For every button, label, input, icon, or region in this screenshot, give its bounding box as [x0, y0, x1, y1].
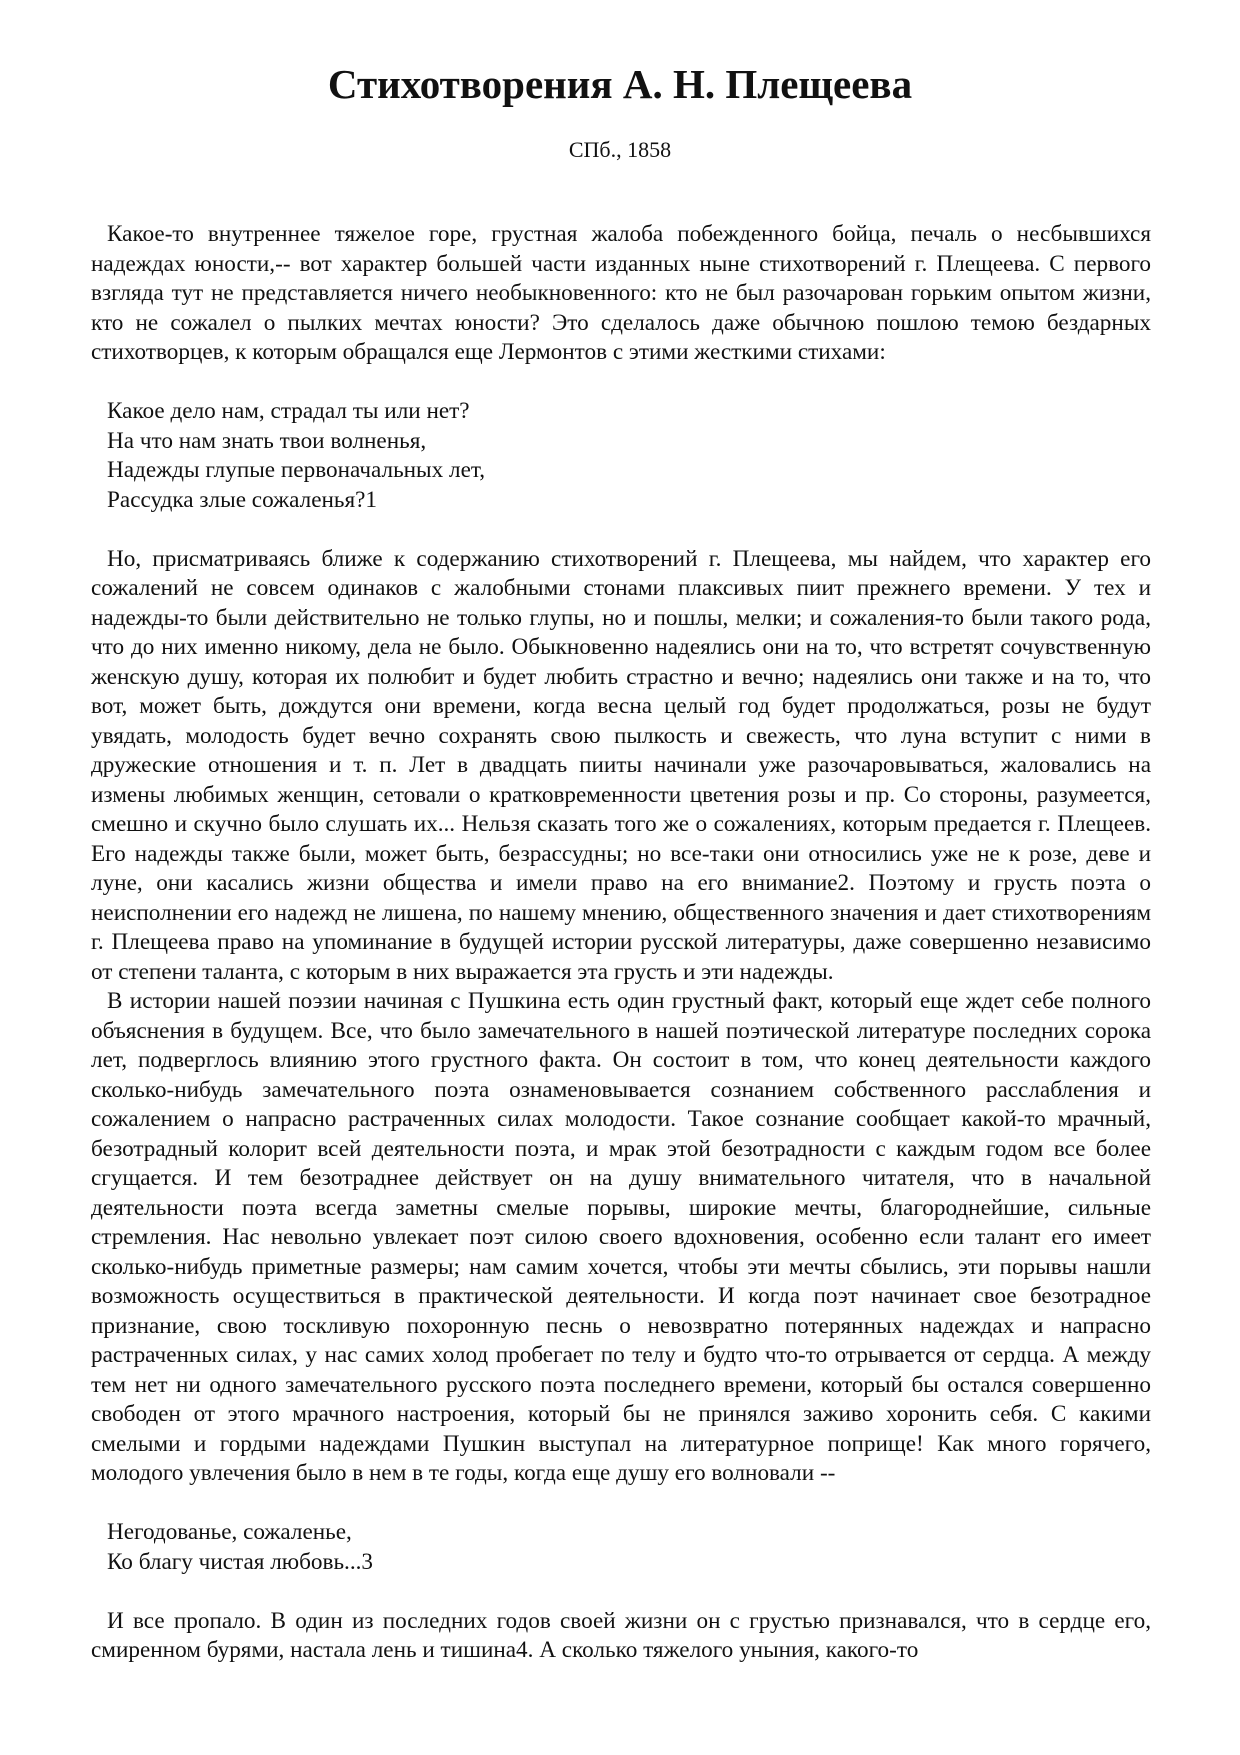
- verse-line: Надежды глупые первоначальных лет,: [107, 457, 486, 483]
- paragraph-1: Какое-то внутреннее тяжелое горе, грустная жалоба побежденного бойца, печаль о несбывшихся надеждах юности,-- вот характер большей части изданных ныне стихотворений г. Плещеева. С первого взгляда тут не представляется ничего необыкновенного: кто не был разочарован горьким опытом жизни, кто не сожалел о пылких мечтах юности? Это сделалось даже обычною пошлою темою бездарных стихотворцев, к которым обращался еще Лермонтов с этими жесткими стихами:: [91, 221, 1151, 365]
- paragraph-gap: [91, 368, 1151, 398]
- paragraph-4: И все пропало. В один из последних годов своей жизни он с грустью признавался, что в сердце его, смиренном бурями, настала лень и тишина4. А сколько тяжелого уныния, какого-то: [91, 1607, 1151, 1663]
- paragraph-2: Но, присматриваясь ближе к содержанию стихотворений г. Плещеева, мы найдем, что характер его сожалений не совсем одинаков с жалобными стонами плаксивых пиит прежнего времени. У тех и надежды-то были действительно не только глупы, но и пошлы, мелки; и сожаления-то были такого рода, что до них именно никому, дела не было. Обыкновенно надеялись они на то, что встретят сочувственную женскую душу, которая их полюбит и будет любить страстно и вечно; надеялись они также и на то, что вот, может быть, дождутся они времени, когда весна целый год будет продолжаться, розы не будут увядать, молодость будет вечно сохранять свою пылкость и свежесть, что луна вступит с ними в дружеские отношения и т. п. Лет в двадцать пииты начинали уже разочаровываться, жаловались на измены любимых женщин, сетовали о кратковременности цветения розы и пр. Со стороны, разумеется, смешно и скучно было слушать их... Нельзя сказать того же о сожалениях, которым предается г. Плещеев. Его надежды также были, может быть, безрассудны; но все-таки они относились уже не к розе, деве и луне, они касались жизни общества и имели право на его внимание2. Поэтому и грусть поэта о неисполнении его надежд не лишена, по нашему мнению, общественного значения и дает стихотворениям г. Плещеева право на упоминание в будущей истории русской литературы, даже совершенно независимо от степени таланта, с которым в них выражается эта грусть и эти надежды.: [91, 545, 1151, 985]
- paragraph-gap: [91, 515, 1151, 545]
- verse-line: Рассудка злые сожаленья?1: [107, 486, 378, 513]
- verse-line: Ко благу чистая любовь...3: [107, 1548, 374, 1575]
- verse-line: Негодованье, сожаленье,: [107, 1519, 352, 1545]
- paragraph-3: В истории нашей поэзии начиная с Пушкина есть один грустный факт, который еще ждет себе полного объяснения в будущем. Все, что было замечательного в нашей поэтической литературе последних сорока лет, подверглось влиянию этого грустного факта. Он состоит в том, что конец деятельности каждого сколько-нибудь замечательного поэта ознаменовывается сознанием собственного расслабления и сожалением о напрасно растраченных силах молодости. Такое сознание сообщает какой-то мрачный, безотрадный колорит всей деятельности поэта, и мрак этой безотрадности с каждым годом все более сгущается. И тем безотраднее действует он на душу внимательного читателя, что в начальной деятельности поэта всегда заметны смелые порывы, широкие мечты, благороднейшие, сильные стремления. Нас невольно увлекает поэт силою своего вдохновения, особенно если талант его имеет сколько-нибудь приметные размеры; нам самим хочется, чтобы эти мечты сбылись, эти порывы нашли возможность осуществиться в практической деятельности. И когда поэт начинает свое безотрадное признание, свою тоскливую похоронную песнь о невозвратно потерянных надеждах и напрасно растраченных силах, у нас самих холод пробегает по телу и будто что-то отрывается от сердца. А между тем нет ни одного замечательного русского поэта последнего времени, который бы остался совершенно свободен от этого мрачного настроения, который бы не принялся заживо хоронить себя. С какими смелыми и гордыми надеждами Пушкин выступал на литературное поприще! Как много горячего, молодого увлечения было в нем в те годы, когда еще душу его волновали --: [91, 988, 1151, 1486]
- verse-quote-2: [91, 1518, 1151, 1577]
- document-title: Стихотворения А. Н. Плещеева: [327, 61, 913, 107]
- verse-quote-1: [91, 397, 1151, 515]
- paragraph-gap: [91, 1489, 1151, 1519]
- verse-line: На что нам знать твои волненья,: [107, 427, 427, 454]
- verse-line: Какое дело нам, страдал ты или нет?: [107, 398, 470, 424]
- article-body: [91, 220, 1151, 1666]
- document-subtitle: СПб., 1858: [568, 137, 672, 162]
- paragraph-gap: [91, 1577, 1151, 1607]
